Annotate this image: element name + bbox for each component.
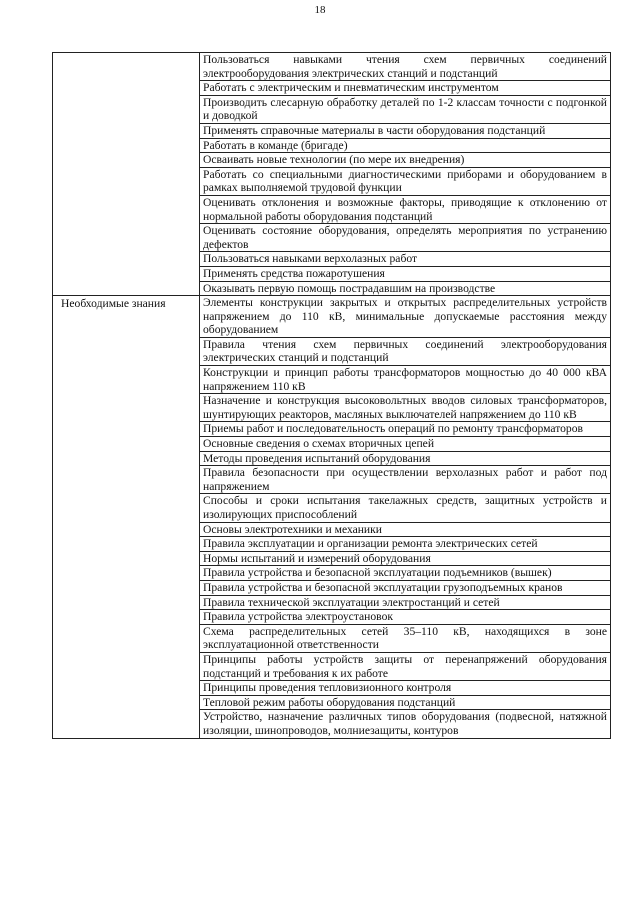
knowledge-item: Конструкции и принцип работы трансформаторов мощностью до 40 000 кВА напряжением 110 кВ <box>200 366 611 394</box>
knowledge-item: Назначение и конструкция высоковольтных вводов силовых трансформаторов, шунтирующих реакторов, масляных выключателей напряжением до 110 кВ <box>200 394 611 422</box>
skills-label-cell <box>53 53 200 296</box>
skill-item: Осваивать новые технологии (по мере их внедрения) <box>200 153 611 168</box>
skill-item: Оказывать первую помощь пострадавшим на производстве <box>200 281 611 296</box>
knowledge-label-cell <box>53 296 200 738</box>
knowledge-item: Правила безопасности при осуществлении верхолазных работ и работ под напряжением <box>200 466 611 494</box>
knowledge-item: Методы проведения испытаний оборудования <box>200 451 611 466</box>
knowledge-item: Основные сведения о схемах вторичных цепей <box>200 437 611 452</box>
page-number: 18 <box>314 4 326 16</box>
knowledge-item: Элементы конструкции закрытых и открытых распределительных устройств напряжением до 110 кВ, минимальные допускаемые расстояния между оборудованием <box>200 296 611 338</box>
knowledge-item: Правила эксплуатации и организации ремонта электрических сетей <box>200 537 611 552</box>
knowledge-item: Нормы испытаний и измерений оборудования <box>200 551 611 566</box>
knowledge-label: Необходимые знания <box>61 297 166 311</box>
skill-item: Пользоваться навыками чтения схем первичных соединений электрооборудования электрических станций и подстанций <box>200 53 611 81</box>
skill-item: Применять справочные материалы в части оборудования подстанций <box>200 123 611 138</box>
skill-item: Оценивать отклонения и возможные факторы, приводящие к отклонению от нормальной работы оборудования подстанций <box>200 195 611 223</box>
skill-item: Производить слесарную обработку деталей по 1-2 классам точности с подгонкой и доводкой <box>200 95 611 123</box>
table-row <box>53 296 611 338</box>
knowledge-item: Тепловой режим работы оборудования подстанций <box>200 695 611 710</box>
skill-item: Пользоваться навыками верхолазных работ <box>200 252 611 267</box>
skill-item: Оценивать состояние оборудования, определять мероприятия по устранению дефектов <box>200 224 611 252</box>
knowledge-item: Принципы проведения тепловизионного контроля <box>200 681 611 696</box>
knowledge-item: Правила технической эксплуатации электростанций и сетей <box>200 595 611 610</box>
knowledge-item: Правила чтения схем первичных соединений электрооборудования электрических станций и подстанций <box>200 337 611 365</box>
knowledge-item: Приемы работ и последовательность операций по ремонту трансформаторов <box>200 422 611 437</box>
skill-item: Работать со специальными диагностическими приборами и оборудованием в рамках выполняемой трудовой функции <box>200 167 611 195</box>
knowledge-item: Правила устройства и безопасной эксплуатации грузоподъемных кранов <box>200 580 611 595</box>
knowledge-item: Принципы работы устройств защиты от перенапряжений оборудования подстанций и требования к их работе <box>200 652 611 680</box>
knowledge-item: Основы электротехники и механики <box>200 522 611 537</box>
knowledge-item: Устройство, назначение различных типов оборудования (подвесной, натяжной изоляции, шинопроводов, молниезащиты, контуров <box>200 710 611 738</box>
skill-item: Применять средства пожаротушения <box>200 266 611 281</box>
table-row <box>53 53 611 81</box>
skill-item: Работать с электрическим и пневматическим инструментом <box>200 81 611 96</box>
knowledge-item: Схема распределительных сетей 35–110 кВ, находящихся в зоне эксплуатационной ответственности <box>200 624 611 652</box>
knowledge-item: Правила устройства и безопасной эксплуатации подъемников (вышек) <box>200 566 611 581</box>
skill-item: Работать в команде (бригаде) <box>200 138 611 153</box>
knowledge-item: Правила устройства электроустановок <box>200 610 611 625</box>
knowledge-item: Способы и сроки испытания такелажных средств, защитных устройств и изолирующих приспособлений <box>200 494 611 522</box>
requirements-table <box>52 52 611 739</box>
